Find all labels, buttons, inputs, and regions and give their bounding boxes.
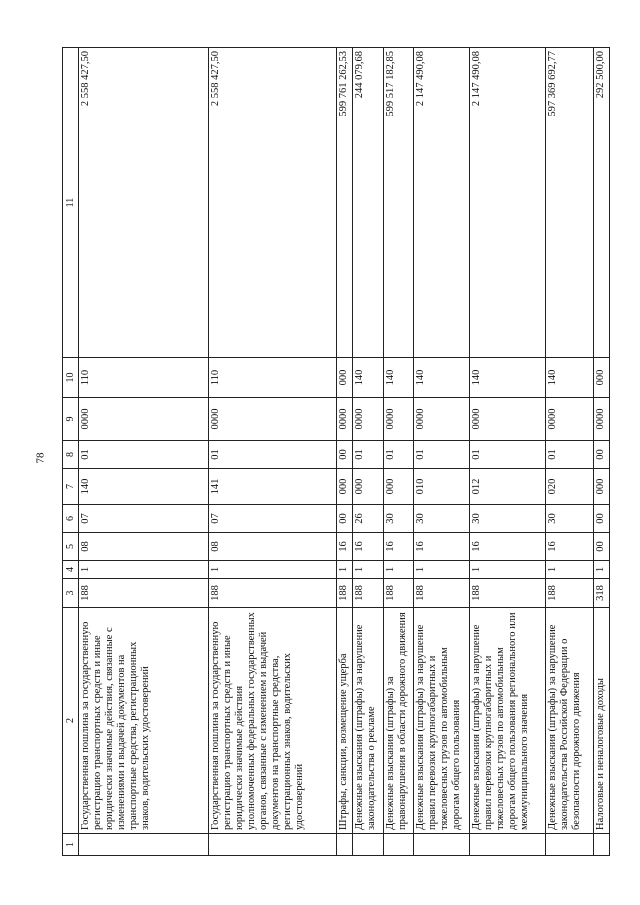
row-description: Денежные взыскания (штрафы) за правонарушения в области дорожного движения	[383, 608, 413, 834]
table-row	[337, 48, 353, 856]
row-code-cell: 1	[79, 561, 209, 579]
header-cell: 5	[63, 533, 79, 561]
table-row	[546, 48, 594, 856]
table-row	[470, 48, 546, 856]
row-code-cell: 318	[593, 579, 609, 608]
row-code-cell: 01	[353, 441, 383, 469]
row-code-cell: 1	[593, 561, 609, 579]
row-code-cell: 188	[546, 579, 594, 608]
row-code-cell: 000	[337, 469, 353, 505]
row-code-cell: 0000	[337, 398, 353, 441]
row-description: Денежные взыскания (штрафы) за нарушение законодательства Российской Федерации о безопасности дорожного движения	[546, 608, 594, 834]
row-amount: 2 558 427,50	[209, 48, 337, 358]
header-cell: 1	[63, 834, 79, 856]
row-code-cell: 141	[209, 469, 337, 505]
row-amount: 599 517 182,85	[383, 48, 413, 358]
row-code-cell	[79, 834, 209, 856]
row-description: Налоговые и неналоговые доходы	[593, 608, 609, 834]
row-code-cell: 16	[470, 533, 546, 561]
row-amount: 2 558 427,50	[79, 48, 209, 358]
row-description: Денежные взыскания (штрафы) за нарушение правил перевозки крупногабаритных и тяжеловесных грузов по автомобильным дорогам общего пользования	[413, 608, 469, 834]
row-code-cell: 16	[353, 533, 383, 561]
row-code-cell: 00	[337, 505, 353, 533]
row-amount: 597 369 692,77	[546, 48, 594, 358]
row-code-cell: 01	[79, 441, 209, 469]
row-code-cell: 140	[546, 358, 594, 398]
row-code-cell: 00	[593, 505, 609, 533]
rotated-table-wrapper	[62, 48, 610, 856]
row-code-cell: 26	[353, 505, 383, 533]
table-row	[593, 48, 609, 856]
row-description: Штрафы, санкции, возмещение ущерба	[337, 608, 353, 834]
row-code-cell: 1	[209, 561, 337, 579]
row-code-cell: 30	[383, 505, 413, 533]
row-code-cell: 188	[337, 579, 353, 608]
row-code-cell	[546, 834, 594, 856]
row-code-cell: 16	[337, 533, 353, 561]
row-code-cell: 000	[353, 469, 383, 505]
row-code-cell: 00	[337, 441, 353, 469]
row-code-cell: 0000	[546, 398, 594, 441]
table-row	[413, 48, 469, 856]
header-cell: 10	[63, 358, 79, 398]
table-header-row	[63, 48, 79, 856]
row-code-cell	[383, 834, 413, 856]
row-code-cell: 140	[470, 358, 546, 398]
row-code-cell: 1	[337, 561, 353, 579]
row-code-cell: 140	[79, 469, 209, 505]
row-code-cell: 01	[209, 441, 337, 469]
row-code-cell: 1	[353, 561, 383, 579]
row-code-cell: 188	[353, 579, 383, 608]
row-code-cell	[593, 834, 609, 856]
row-code-cell: 0000	[79, 398, 209, 441]
table-row	[353, 48, 383, 856]
row-code-cell: 188	[209, 579, 337, 608]
table-row	[79, 48, 209, 856]
row-code-cell: 188	[470, 579, 546, 608]
row-code-cell: 1	[383, 561, 413, 579]
row-code-cell: 140	[383, 358, 413, 398]
row-code-cell: 1	[546, 561, 594, 579]
row-code-cell: 012	[470, 469, 546, 505]
row-code-cell: 010	[413, 469, 469, 505]
row-code-cell	[353, 834, 383, 856]
row-code-cell: 16	[546, 533, 594, 561]
row-amount: 2 147 490,08	[470, 48, 546, 358]
row-code-cell: 1	[413, 561, 469, 579]
row-code-cell: 0000	[470, 398, 546, 441]
table-row	[383, 48, 413, 856]
row-amount: 292 500,00	[593, 48, 609, 358]
row-code-cell: 000	[337, 358, 353, 398]
row-amount: 244 079,68	[353, 48, 383, 358]
row-code-cell: 140	[353, 358, 383, 398]
row-code-cell: 30	[470, 505, 546, 533]
row-code-cell: 07	[209, 505, 337, 533]
row-code-cell	[209, 834, 337, 856]
row-code-cell: 000	[593, 358, 609, 398]
header-cell: 3	[63, 579, 79, 608]
row-code-cell: 08	[79, 533, 209, 561]
row-code-cell: 0000	[209, 398, 337, 441]
header-cell: 4	[63, 561, 79, 579]
row-code-cell: 188	[79, 579, 209, 608]
row-code-cell: 07	[79, 505, 209, 533]
row-code-cell: 020	[546, 469, 594, 505]
row-code-cell: 30	[413, 505, 469, 533]
row-code-cell: 000	[383, 469, 413, 505]
row-code-cell: 01	[383, 441, 413, 469]
row-code-cell: 01	[470, 441, 546, 469]
header-cell: 8	[63, 441, 79, 469]
row-code-cell: 00	[593, 441, 609, 469]
row-code-cell: 16	[383, 533, 413, 561]
row-code-cell	[337, 834, 353, 856]
header-cell: 6	[63, 505, 79, 533]
row-code-cell: 08	[209, 533, 337, 561]
row-code-cell	[470, 834, 546, 856]
row-description: Денежные взыскания (штрафы) за нарушение правил перевозки крупногабаритных и тяжеловесных грузов по автомобильным дорогам общего пользования регионального или межмуниципального значения	[470, 608, 546, 834]
row-code-cell: 01	[413, 441, 469, 469]
row-code-cell: 0000	[413, 398, 469, 441]
row-amount: 2 147 490,08	[413, 48, 469, 358]
header-cell: 9	[63, 398, 79, 441]
row-description: Денежные взыскания (штрафы) за нарушение законодательства о рекламе	[353, 608, 383, 834]
row-code-cell: 0000	[383, 398, 413, 441]
row-code-cell: 188	[383, 579, 413, 608]
row-code-cell: 188	[413, 579, 469, 608]
row-code-cell: 110	[79, 358, 209, 398]
row-code-cell: 00	[593, 533, 609, 561]
row-code-cell	[413, 834, 469, 856]
row-code-cell: 0000	[353, 398, 383, 441]
budget-revenue-table	[62, 47, 610, 856]
row-code-cell: 01	[546, 441, 594, 469]
page-number: 78	[34, 452, 47, 464]
header-cell: 7	[63, 469, 79, 505]
row-code-cell: 0000	[593, 398, 609, 441]
table-row	[209, 48, 337, 856]
row-code-cell: 1	[470, 561, 546, 579]
row-code-cell: 16	[413, 533, 469, 561]
row-code-cell: 140	[413, 358, 469, 398]
header-cell: 11	[63, 48, 79, 358]
row-description: Государственная пошлина за государственную регистрацию транспортных средств и иные юридически значимые действия, связанные с изменениями и выдачей документов на транспортные средства, регистрационных знаков, водительских удостоверений	[79, 608, 209, 834]
row-code-cell: 110	[209, 358, 337, 398]
row-code-cell: 30	[546, 505, 594, 533]
header-cell: 2	[63, 608, 79, 834]
row-code-cell: 000	[593, 469, 609, 505]
row-description: Государственная пошлина за государственную регистрацию транспортных средств и иные юридически значимые действия уполномоченных федеральных государственных органов, связанные с изменением и выдачей документов на транспортные средства, регистрационных знаков, водительских удостоверений	[209, 608, 337, 834]
row-amount: 599 761 262,53	[337, 48, 353, 358]
